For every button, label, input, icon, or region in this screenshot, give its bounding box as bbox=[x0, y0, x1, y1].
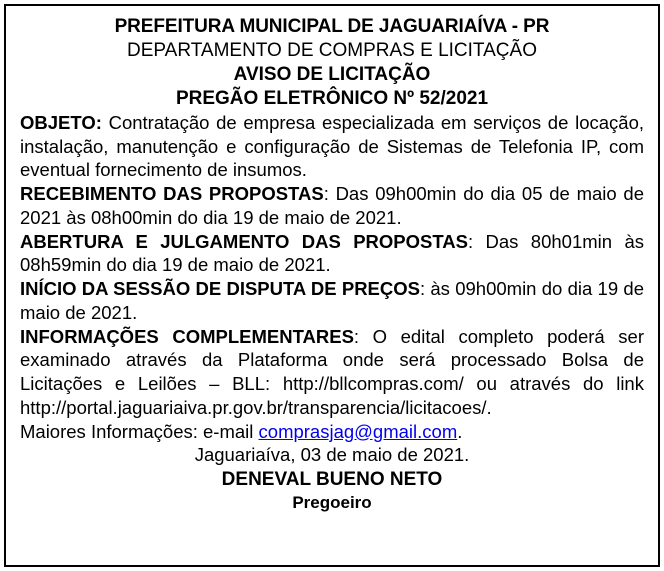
contact-prefix: Maiores Informações: e-mail bbox=[20, 420, 259, 442]
notice-type-title: AVISO DE LICITAÇÃO bbox=[233, 63, 431, 85]
section-inicio-sessao-label: INÍCIO DA SESSÃO DE DISPUTA DE PREÇOS bbox=[20, 278, 420, 300]
contact-line bbox=[20, 420, 644, 444]
portal-url: http://portal.jaguariaiva.pr.gov.br/transparencia/licitacoes/. bbox=[20, 396, 492, 418]
section-objeto bbox=[20, 111, 644, 182]
section-informacoes-text-2: ou através do link bbox=[463, 373, 644, 395]
bid-number-title: PREGÃO ELETRÔNICO Nº 52/2021 bbox=[175, 87, 489, 109]
signer-name: DENEVAL BUENO NETO bbox=[221, 468, 443, 490]
section-informacoes-complementares bbox=[20, 325, 644, 420]
section-recebimento-label: RECEBIMENTO DAS PROPOSTAS bbox=[20, 183, 324, 205]
section-informacoes-label: INFORMAÇÕES COMPLEMENTARES bbox=[20, 325, 354, 347]
department-title: DEPARTAMENTO DE COMPRAS E LICITAÇÃO bbox=[127, 39, 537, 61]
section-objeto-text: Contratação de empresa especializada em serviços de locação, instalação, manutenção e configuração de Sistemas de Telefonia IP, com eventual fornecimento de insumos. bbox=[20, 111, 644, 181]
public-notice-box bbox=[4, 4, 660, 567]
section-abertura-text: : Das 80h01min às 08h59min do dia 19 de maio de 2021. bbox=[20, 230, 644, 276]
signer-role: Pregoeiro bbox=[292, 493, 372, 513]
section-objeto-label: OBJETO: bbox=[20, 111, 102, 133]
section-recebimento-text: : Das 09h00min do dia 05 de maio de 2021 às 08h00min do dia 19 de maio de 2021. bbox=[20, 183, 644, 228]
section-abertura-label: ABERTURA E JULGAMENTO DAS PROPOSTAS bbox=[20, 230, 468, 252]
email-link[interactable]: comprasjag@gmail.com bbox=[258, 420, 458, 442]
section-recebimento bbox=[20, 182, 644, 230]
city-date-line: Jaguariaíva, 03 de maio de 2021. bbox=[194, 444, 470, 466]
platform-url: http://bllcompras.com/ bbox=[282, 373, 464, 395]
section-abertura bbox=[20, 230, 644, 278]
section-inicio-sessao-text: : às 09h00min do dia 19 de maio de 2021. bbox=[20, 278, 644, 323]
organization-title: PREFEITURA MUNICIPAL DE JAGUARIAÍVA - PR bbox=[114, 16, 550, 37]
contact-suffix: . bbox=[457, 420, 463, 442]
section-inicio-sessao bbox=[20, 277, 644, 325]
section-informacoes-text-1: : O edital completo poderá ser examinado através da Plataforma onde será processado Bolsa de Licitações e Leilões – BLL: bbox=[20, 325, 645, 395]
